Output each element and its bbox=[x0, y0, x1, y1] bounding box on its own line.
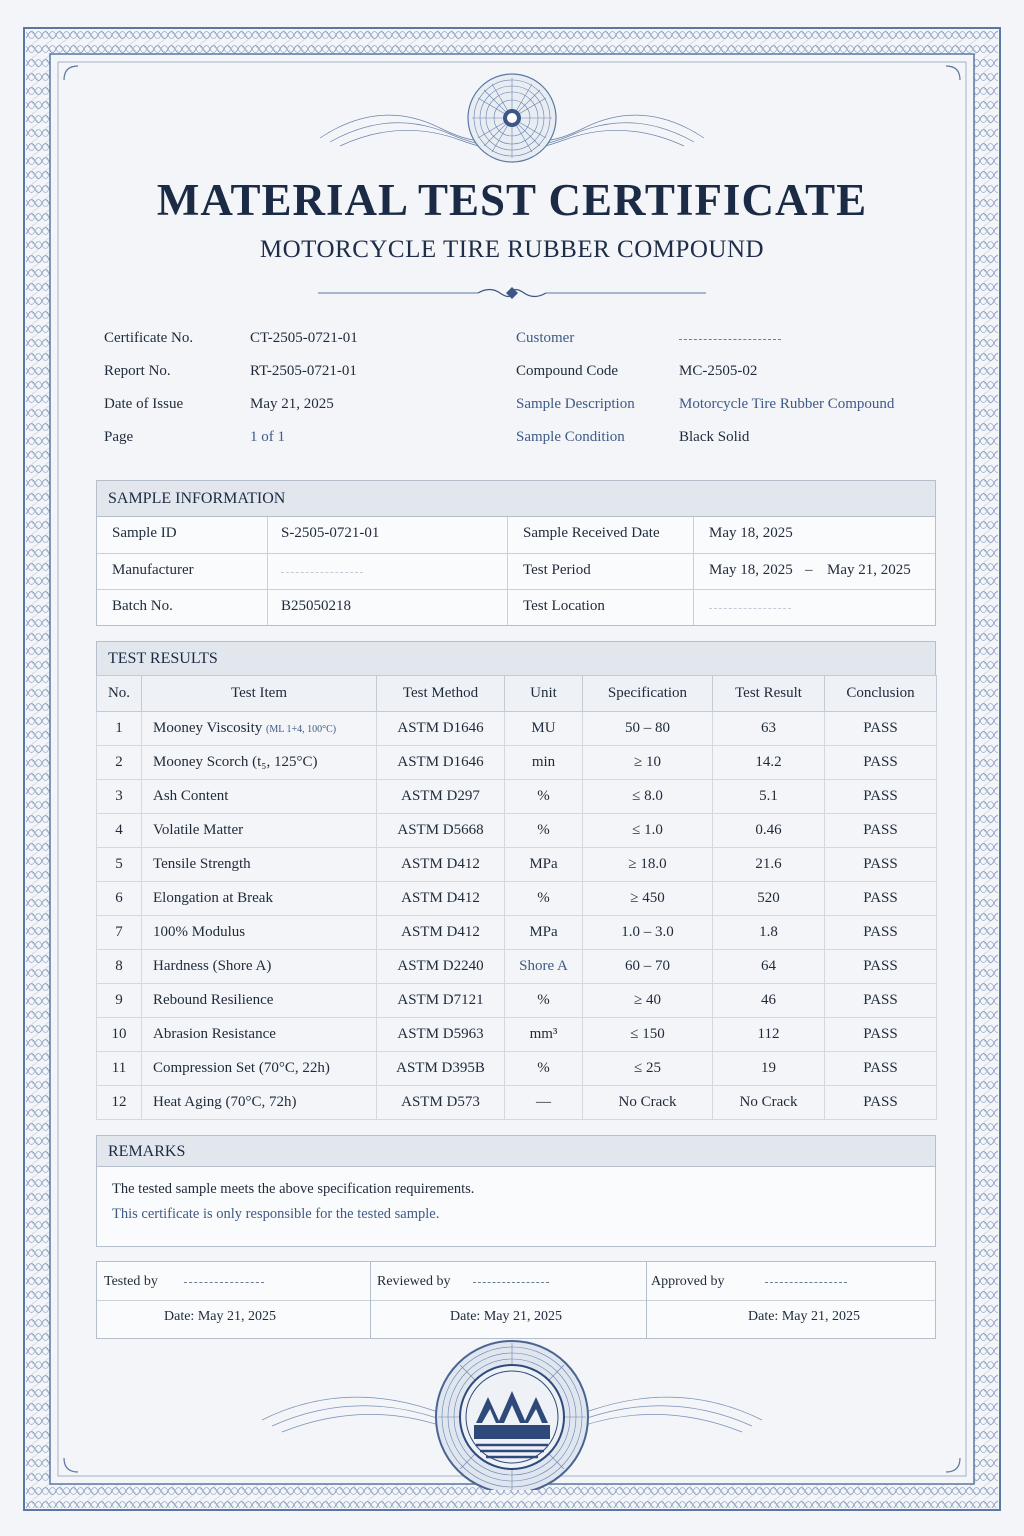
conclusion-text: PASS bbox=[863, 720, 898, 736]
test-result bbox=[713, 780, 825, 814]
page-label: Page bbox=[104, 429, 134, 445]
row-number bbox=[97, 916, 142, 950]
test-method-text: ASTM D412 bbox=[401, 856, 480, 872]
specification-text: ≥ 40 bbox=[634, 992, 661, 1008]
test-method bbox=[377, 882, 505, 916]
conclusion-text: PASS bbox=[863, 890, 898, 906]
unit bbox=[505, 848, 583, 882]
test-method bbox=[377, 848, 505, 882]
specification-text: ≤ 8.0 bbox=[632, 788, 663, 804]
test-method bbox=[377, 780, 505, 814]
sample-description-label: Sample Description bbox=[516, 396, 635, 412]
date-of-issue-label: Date of Issue bbox=[104, 396, 184, 412]
test-method-text: ASTM D5963 bbox=[397, 1026, 484, 1042]
page-title: MATERIAL TEST CERTIFICATE bbox=[156, 175, 868, 225]
remark-line-2: This certificate is only responsible for the tested sample. bbox=[112, 1206, 440, 1222]
conclusion-text: PASS bbox=[863, 822, 898, 838]
test-method-text: ASTM D1646 bbox=[397, 754, 484, 770]
unit-text: % bbox=[537, 890, 550, 906]
test-method bbox=[377, 916, 505, 950]
row-number bbox=[97, 1018, 142, 1052]
test-item-text: Mooney Viscosity bbox=[153, 720, 263, 736]
row-number bbox=[97, 814, 142, 848]
specification bbox=[583, 950, 713, 984]
unit bbox=[505, 1052, 583, 1086]
test-result-text: 64 bbox=[761, 958, 776, 974]
test-item bbox=[142, 1018, 377, 1052]
specification bbox=[583, 916, 713, 950]
specification-text: 50 – 80 bbox=[625, 720, 670, 736]
remark-line-1: The tested sample meets the above specification requirements. bbox=[112, 1181, 475, 1197]
specification bbox=[583, 712, 713, 746]
test-result bbox=[713, 848, 825, 882]
specification-text: ≤ 1.0 bbox=[632, 822, 663, 838]
test-method bbox=[377, 950, 505, 984]
table-row bbox=[97, 984, 937, 1018]
table-row bbox=[97, 1086, 937, 1120]
tested-by-date: Date: May 21, 2025 bbox=[164, 1309, 276, 1324]
sample-description-value: Motorcycle Tire Rubber Compound bbox=[679, 396, 895, 412]
unit-text: MPa bbox=[529, 856, 558, 872]
specification-text: ≥ 10 bbox=[634, 754, 661, 770]
sample-received-value: May 18, 2025 bbox=[709, 525, 793, 541]
test-item-text: Mooney Scorch (t₅, 125°C) bbox=[153, 754, 318, 770]
test-results-table bbox=[96, 675, 937, 1120]
conclusion bbox=[825, 1086, 937, 1120]
row-number-text: 8 bbox=[115, 958, 123, 974]
test-method-text: ASTM D412 bbox=[401, 924, 480, 940]
test-item-note: (ML 1+4, 100°C) bbox=[266, 724, 337, 735]
test-result bbox=[713, 1018, 825, 1052]
unit-text: mm³ bbox=[529, 1026, 558, 1042]
unit-text: — bbox=[536, 1094, 551, 1110]
unit bbox=[505, 1086, 583, 1120]
table-row bbox=[97, 1018, 937, 1052]
conclusion bbox=[825, 984, 937, 1018]
specification bbox=[583, 780, 713, 814]
unit-text: MPa bbox=[529, 924, 558, 940]
row-number-text: 1 bbox=[115, 720, 123, 736]
test-result-text: 14.2 bbox=[755, 754, 782, 770]
unit bbox=[505, 746, 583, 780]
conclusion bbox=[825, 1018, 937, 1052]
specification bbox=[583, 984, 713, 1018]
test-results-body bbox=[97, 712, 937, 1120]
remarks-heading: REMARKS bbox=[97, 1136, 935, 1167]
sample-information-heading: SAMPLE INFORMATION bbox=[97, 481, 935, 517]
table-row bbox=[97, 712, 937, 746]
test-item bbox=[142, 848, 377, 882]
test-method-text: ASTM D5668 bbox=[397, 822, 484, 838]
test-item-text: Abrasion Resistance bbox=[153, 1026, 276, 1042]
table-row bbox=[97, 882, 937, 916]
test-item bbox=[142, 712, 377, 746]
specification bbox=[583, 746, 713, 780]
certificate-no-label: Certificate No. bbox=[104, 330, 194, 346]
customer-label: Customer bbox=[516, 330, 575, 346]
unit-text: % bbox=[537, 788, 550, 804]
unit-text: MU bbox=[531, 720, 556, 736]
company-seal-icon bbox=[252, 1340, 772, 1490]
page-value: 1 of 1 bbox=[250, 429, 285, 445]
column-header: Conclusion bbox=[825, 676, 937, 712]
specification bbox=[583, 1018, 713, 1052]
divider-ornament bbox=[318, 284, 706, 302]
date-of-issue-value: May 21, 2025 bbox=[250, 396, 334, 412]
conclusion bbox=[825, 780, 937, 814]
test-period-end: May 21, 2025 bbox=[827, 562, 911, 578]
row-number bbox=[97, 746, 142, 780]
sample-condition-label: Sample Condition bbox=[516, 429, 625, 445]
approved-by-label: Approved by bbox=[651, 1274, 725, 1289]
row-number bbox=[97, 712, 142, 746]
test-method-text: ASTM D395B bbox=[396, 1060, 485, 1076]
table-row bbox=[97, 746, 937, 780]
row-number-text: 4 bbox=[115, 822, 123, 838]
report-no-value: RT-2505-0721-01 bbox=[250, 363, 357, 379]
page-subtitle: MOTORCYCLE TIRE RUBBER COMPOUND bbox=[259, 236, 765, 263]
test-item-text: Rebound Resilience bbox=[153, 992, 274, 1008]
test-item-text: Ash Content bbox=[153, 788, 229, 804]
test-location-label: Test Location bbox=[523, 598, 605, 614]
manufacturer-blank bbox=[281, 572, 363, 573]
row-number-text: 6 bbox=[115, 890, 123, 906]
test-results-section bbox=[96, 641, 936, 676]
test-result bbox=[713, 814, 825, 848]
test-result bbox=[713, 916, 825, 950]
reviewed-by-signature-blank bbox=[473, 1282, 549, 1283]
conclusion-text: PASS bbox=[863, 1026, 898, 1042]
test-method bbox=[377, 746, 505, 780]
conclusion bbox=[825, 746, 937, 780]
test-item-text: Compression Set (70°C, 22h) bbox=[153, 1060, 330, 1076]
customer-value-blank bbox=[679, 332, 781, 346]
signatures-section bbox=[96, 1261, 936, 1339]
row-number-text: 11 bbox=[111, 1060, 127, 1076]
row-number bbox=[97, 882, 142, 916]
test-item bbox=[142, 814, 377, 848]
conclusion-text: PASS bbox=[863, 992, 898, 1008]
conclusion-text: PASS bbox=[863, 788, 898, 804]
reviewed-by-label: Reviewed by bbox=[377, 1274, 451, 1289]
specification-text: ≤ 25 bbox=[634, 1060, 661, 1076]
specification bbox=[583, 1086, 713, 1120]
report-no-label: Report No. bbox=[104, 363, 171, 379]
row-number-text: 12 bbox=[111, 1094, 127, 1110]
test-result bbox=[713, 712, 825, 746]
conclusion bbox=[825, 814, 937, 848]
row-number-text: 2 bbox=[115, 754, 123, 770]
specification-text: ≤ 150 bbox=[630, 1026, 665, 1042]
specification bbox=[583, 848, 713, 882]
conclusion-text: PASS bbox=[863, 1060, 898, 1076]
table-header-row bbox=[97, 676, 937, 712]
sample-received-label: Sample Received Date bbox=[523, 525, 660, 541]
specification-text: 60 – 70 bbox=[625, 958, 670, 974]
approved-by-signature-blank bbox=[765, 1282, 847, 1283]
test-result-text: 520 bbox=[757, 890, 780, 906]
unit-text: % bbox=[537, 992, 550, 1008]
tested-by-label: Tested by bbox=[104, 1274, 158, 1289]
unit bbox=[505, 780, 583, 814]
test-item-text: Volatile Matter bbox=[153, 822, 244, 838]
test-method bbox=[377, 1086, 505, 1120]
compound-code-label: Compound Code bbox=[516, 363, 619, 379]
unit bbox=[505, 1018, 583, 1052]
specification bbox=[583, 814, 713, 848]
row-number bbox=[97, 984, 142, 1018]
test-item bbox=[142, 780, 377, 814]
specification-text: ≥ 18.0 bbox=[628, 856, 667, 872]
reviewed-by-date: Date: May 21, 2025 bbox=[450, 1309, 562, 1324]
table-row bbox=[97, 848, 937, 882]
unit-text: % bbox=[537, 822, 550, 838]
unit bbox=[505, 882, 583, 916]
conclusion-text: PASS bbox=[863, 754, 898, 770]
specification-text: No Crack bbox=[618, 1094, 677, 1110]
test-result-text: 112 bbox=[757, 1026, 780, 1042]
test-item-text: 100% Modulus bbox=[153, 924, 246, 940]
test-result bbox=[713, 1052, 825, 1086]
unit-text: % bbox=[537, 1060, 550, 1076]
test-method bbox=[377, 814, 505, 848]
test-period-separator: – bbox=[805, 562, 813, 578]
row-number-text: 7 bbox=[115, 924, 123, 940]
row-number-text: 9 bbox=[115, 992, 123, 1008]
sample-information-section bbox=[96, 480, 936, 626]
conclusion bbox=[825, 1052, 937, 1086]
row-number bbox=[97, 1086, 142, 1120]
batch-no-label: Batch No. bbox=[112, 598, 173, 614]
unit bbox=[505, 814, 583, 848]
column-header: Unit bbox=[505, 676, 583, 712]
unit-text: min bbox=[531, 754, 556, 770]
unit bbox=[505, 712, 583, 746]
test-method-text: ASTM D2240 bbox=[397, 958, 484, 974]
conclusion-text: PASS bbox=[863, 856, 898, 872]
conclusion bbox=[825, 882, 937, 916]
test-item-text: Elongation at Break bbox=[153, 890, 273, 906]
conclusion bbox=[825, 712, 937, 746]
manufacturer-label: Manufacturer bbox=[112, 562, 194, 578]
test-result-text: No Crack bbox=[739, 1094, 798, 1110]
test-method-text: ASTM D412 bbox=[401, 890, 480, 906]
conclusion bbox=[825, 950, 937, 984]
column-header: Test Item bbox=[142, 676, 377, 712]
test-result-text: 63 bbox=[761, 720, 776, 736]
test-item bbox=[142, 746, 377, 780]
table-row bbox=[97, 814, 937, 848]
conclusion-text: PASS bbox=[863, 924, 898, 940]
test-result-text: 21.6 bbox=[755, 856, 782, 872]
sample-condition-value: Black Solid bbox=[679, 429, 750, 445]
test-result bbox=[713, 882, 825, 916]
specification bbox=[583, 882, 713, 916]
table-row bbox=[97, 1052, 937, 1086]
test-result bbox=[713, 746, 825, 780]
table-row bbox=[97, 780, 937, 814]
rosette-ornament bbox=[300, 68, 724, 168]
test-item-text: Hardness (Shore A) bbox=[153, 958, 272, 974]
unit-text: Shore A bbox=[519, 958, 568, 974]
column-header: Test Method bbox=[377, 676, 505, 712]
test-method-text: ASTM D573 bbox=[401, 1094, 480, 1110]
unit bbox=[505, 916, 583, 950]
unit bbox=[505, 950, 583, 984]
test-result bbox=[713, 1086, 825, 1120]
column-header: Specification bbox=[583, 676, 713, 712]
test-method bbox=[377, 1018, 505, 1052]
row-number-text: 3 bbox=[115, 788, 123, 804]
test-method-text: ASTM D7121 bbox=[397, 992, 484, 1008]
test-item bbox=[142, 1052, 377, 1086]
specification-text: ≥ 450 bbox=[630, 890, 665, 906]
test-item bbox=[142, 984, 377, 1018]
test-result bbox=[713, 950, 825, 984]
test-method-text: ASTM D297 bbox=[401, 788, 480, 804]
test-item-text: Heat Aging (70°C, 72h) bbox=[153, 1094, 297, 1110]
table-row bbox=[97, 950, 937, 984]
tested-by-signature-blank bbox=[184, 1282, 264, 1283]
unit bbox=[505, 984, 583, 1018]
test-result-text: 19 bbox=[761, 1060, 776, 1076]
test-result-text: 5.1 bbox=[759, 788, 778, 804]
table-row bbox=[97, 916, 937, 950]
row-number-text: 10 bbox=[111, 1026, 127, 1042]
certificate-no-value: CT-2505-0721-01 bbox=[250, 330, 358, 346]
approved-by-date: Date: May 21, 2025 bbox=[748, 1309, 860, 1324]
test-method bbox=[377, 984, 505, 1018]
conclusion-text: PASS bbox=[863, 958, 898, 974]
row-number bbox=[97, 1052, 142, 1086]
compound-code-value: MC-2505-02 bbox=[679, 363, 758, 379]
row-number bbox=[97, 780, 142, 814]
test-item bbox=[142, 882, 377, 916]
conclusion-text: PASS bbox=[863, 1094, 898, 1110]
test-item bbox=[142, 1086, 377, 1120]
test-item-text: Tensile Strength bbox=[153, 856, 251, 872]
test-period-start: May 18, 2025 bbox=[709, 562, 793, 578]
test-item bbox=[142, 916, 377, 950]
batch-no-value: B25050218 bbox=[281, 598, 352, 614]
test-method bbox=[377, 712, 505, 746]
specification-text: 1.0 – 3.0 bbox=[621, 924, 674, 940]
row-number bbox=[97, 950, 142, 984]
test-item bbox=[142, 950, 377, 984]
column-header: Test Result bbox=[713, 676, 825, 712]
test-result-text: 46 bbox=[761, 992, 776, 1008]
column-header: No. bbox=[97, 676, 142, 712]
sample-id-label: Sample ID bbox=[112, 525, 177, 541]
test-location-blank bbox=[709, 608, 791, 609]
specification bbox=[583, 1052, 713, 1086]
conclusion bbox=[825, 916, 937, 950]
test-method-text: ASTM D1646 bbox=[397, 720, 484, 736]
row-number-text: 5 bbox=[115, 856, 123, 872]
test-method bbox=[377, 1052, 505, 1086]
test-period-label: Test Period bbox=[523, 562, 591, 578]
sample-id-value: S-2505-0721-01 bbox=[281, 525, 380, 541]
test-result-text: 0.46 bbox=[755, 822, 782, 838]
test-result bbox=[713, 984, 825, 1018]
test-result-text: 1.8 bbox=[759, 924, 778, 940]
test-results-heading: TEST RESULTS bbox=[97, 642, 935, 676]
row-number bbox=[97, 848, 142, 882]
conclusion bbox=[825, 848, 937, 882]
